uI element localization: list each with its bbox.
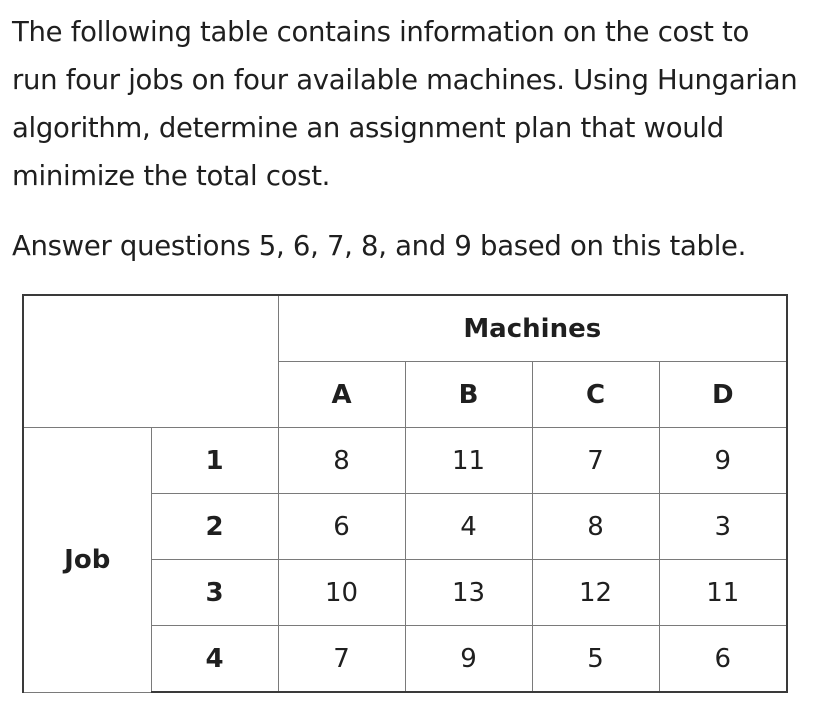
corner-cell	[23, 295, 278, 428]
cost-cell: 13	[405, 560, 532, 626]
cost-cell: 6	[659, 626, 787, 693]
cost-cell: 5	[532, 626, 659, 693]
machine-header-b: B	[405, 362, 532, 428]
job-number: 3	[151, 560, 278, 626]
intro-paragraph: The following table contains information on the cost to run four jobs on four available machines. Using Hungarian algorithm, determine an assignment plan that would minimize the total cost.	[12, 16, 798, 192]
cost-cell: 8	[532, 494, 659, 560]
job-number: 4	[151, 626, 278, 693]
machine-header-d: D	[659, 362, 787, 428]
cost-cell: 7	[278, 626, 405, 693]
cost-cell: 11	[659, 560, 787, 626]
cost-cell: 9	[659, 428, 787, 494]
answer-instruction: Answer questions 5, 6, 7, 8, and 9 based on this table.	[12, 230, 747, 262]
cost-table	[22, 294, 788, 693]
cost-cell: 6	[278, 494, 405, 560]
job-number: 1	[151, 428, 278, 494]
cost-cell: 9	[405, 626, 532, 693]
cost-cell: 8	[278, 428, 405, 494]
machines-header: Machines	[278, 295, 787, 362]
cost-cell: 11	[405, 428, 532, 494]
machine-header-a: A	[278, 362, 405, 428]
job-label: Job	[23, 428, 151, 693]
cost-cell: 7	[532, 428, 659, 494]
table-row	[23, 428, 787, 494]
cost-cell: 12	[532, 560, 659, 626]
job-number: 2	[151, 494, 278, 560]
cost-cell: 3	[659, 494, 787, 560]
machine-header-c: C	[532, 362, 659, 428]
cost-cell: 10	[278, 560, 405, 626]
cost-cell: 4	[405, 494, 532, 560]
